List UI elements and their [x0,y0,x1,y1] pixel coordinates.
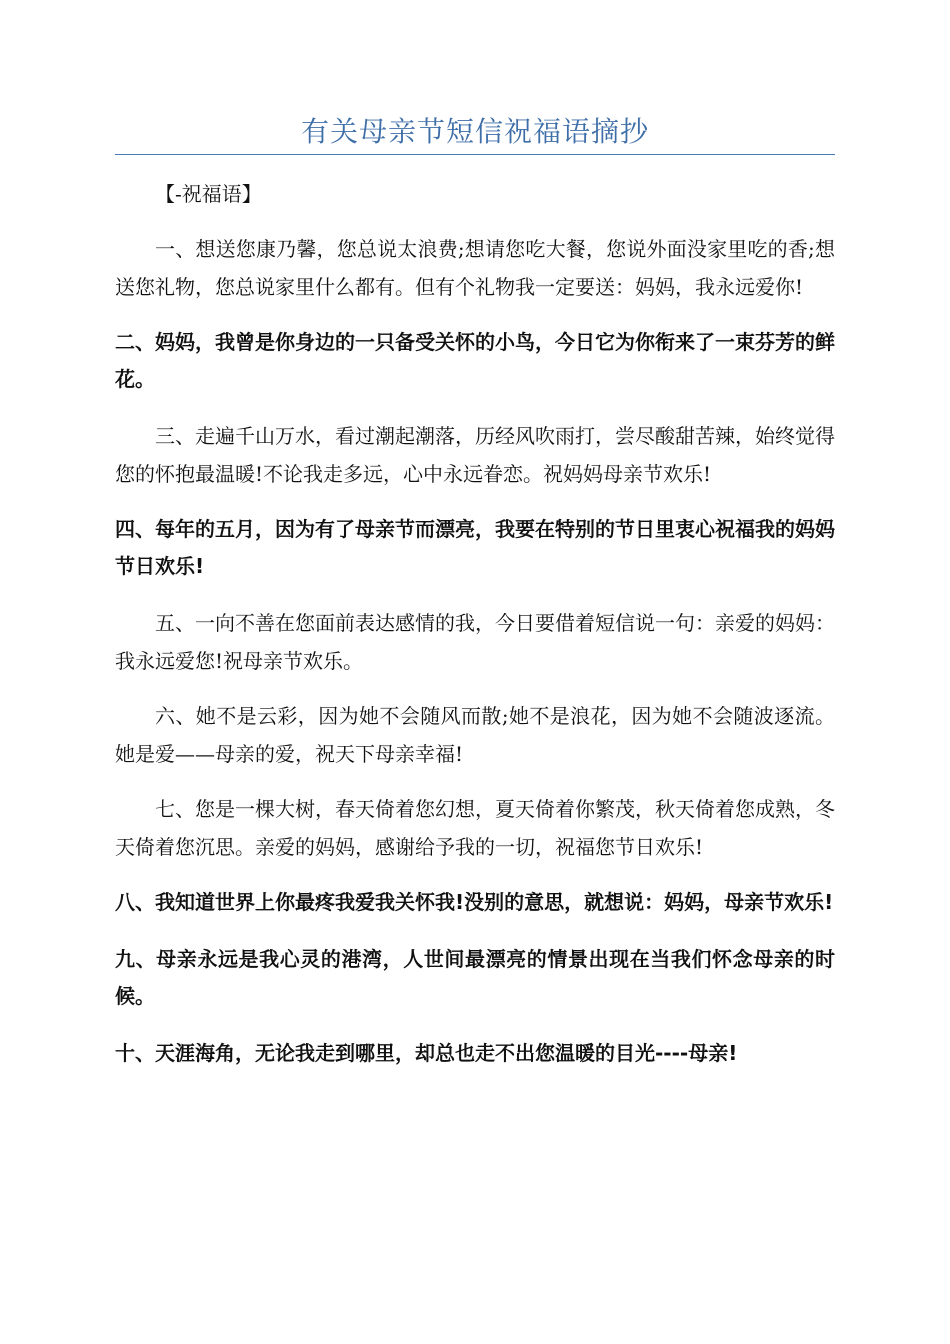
paragraph-5: 五、一向不善在您面前表达感情的我，今日要借着短信说一句：亲爱的妈妈：我永远爱您!祝母亲节欢乐。 [115,611,835,673]
document-body [115,176,835,1092]
title-underline [115,154,835,155]
paragraph-4: 四、每年的五月，因为有了母亲节而漂亮，我要在特别的节日里衷心祝福我的妈妈节日欢乐! [115,517,835,578]
section-label: 【-祝福语】 [155,182,262,206]
paragraph-8: 八、我知道世界上你最疼我爱我关怀我!没别的意思，就想说：妈妈，母亲节欢乐! [115,890,834,914]
paragraph-6: 六、她不是云彩，因为她不会随风而散;她不是浪花，因为她不会随波逐流。她是爱——母亲的爱，祝天下母亲幸福! [115,704,835,766]
paragraph-9: 九、母亲永远是我心灵的港湾，人世间最漂亮的情景出现在当我们怀念母亲的时候。 [115,947,835,1008]
page-title: 有关母亲节短信祝福语摘抄 [300,115,649,148]
paragraph-7: 七、您是一棵大树，春天倚着您幻想，夏天倚着你繁茂，秋天倚着您成熟，冬天倚着您沉思。亲爱的妈妈，感谢给予我的一切，祝福您节日欢乐! [115,797,835,859]
paragraph-3: 三、走遍千山万水，看过潮起潮落，历经风吹雨打，尝尽酸甜苦辣，始终觉得您的怀抱最温暖!不论我走多远，心中永远眷恋。祝妈妈母亲节欢乐! [115,424,835,486]
paragraph-1: 一、想送您康乃馨，您总说太浪费;想请您吃大餐，您说外面没家里吃的香;想送您礼物，您总说家里什么都有。但有个礼物我一定要送：妈妈，我永远爱你! [115,237,835,299]
paragraph-2: 二、妈妈，我曾是你身边的一只备受关怀的小鸟，今日它为你衔来了一束芬芳的鲜花。 [115,330,835,391]
paragraph-10: 十、天涯海角，无论我走到哪里，却总也走不出您温暖的目光----母亲! [115,1041,738,1065]
